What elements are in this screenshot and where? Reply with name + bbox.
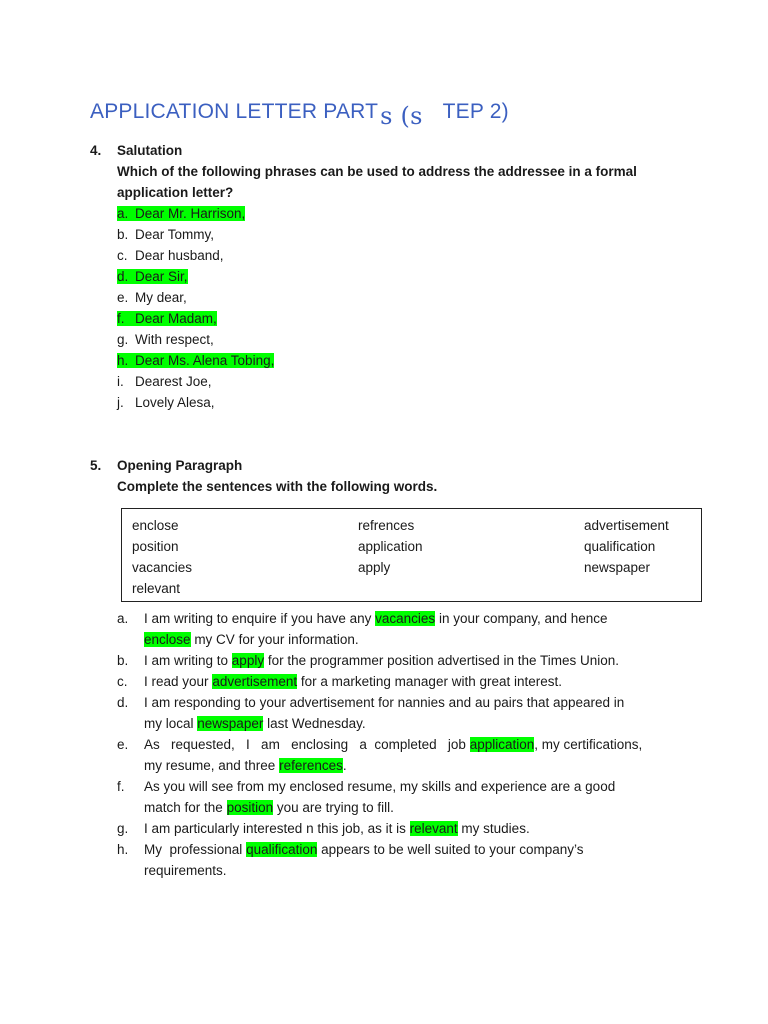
filled-word: newspaper bbox=[197, 716, 264, 731]
filled-word: apply bbox=[231, 653, 265, 668]
answer-f: f. As you will see from my enclosed resume, my skills and experience are a good match for the position you are trying to fill. bbox=[117, 779, 616, 815]
page-title bbox=[90, 96, 509, 130]
filled-word: references bbox=[279, 758, 343, 773]
option-h: h. Dear Ms. Alena Tobing, bbox=[117, 353, 275, 368]
answers-list bbox=[117, 608, 677, 881]
filled-word: qualification bbox=[246, 842, 318, 857]
options-list bbox=[117, 203, 717, 413]
answer-g: g. I am particularly interested n this job, as it is relevant my studies. bbox=[117, 821, 530, 836]
word: position bbox=[132, 539, 179, 554]
option-f: f. Dear Madam, bbox=[117, 311, 217, 326]
section-heading: Salutation bbox=[117, 143, 183, 158]
word: qualification bbox=[584, 539, 656, 554]
option-a: a. Dear Mr. Harrison, bbox=[117, 206, 246, 221]
word: vacancies bbox=[132, 560, 193, 575]
section-number: 5. bbox=[90, 458, 102, 473]
answer-h: h. My professional qualification appears to be well suited to your company’s requirements. bbox=[117, 842, 584, 878]
title-part-2: TEP 2) bbox=[442, 100, 509, 123]
filled-word: advertisement bbox=[212, 674, 298, 689]
word-bank bbox=[121, 508, 702, 602]
answer-b: b. I am writing to apply for the programmer position advertised in the Times Union. bbox=[117, 653, 620, 668]
option-i: i. Dearest Joe, bbox=[117, 374, 212, 389]
answer-e: e. As requested, I am enclosing a completed job application, my certifications, my resume, and three references. bbox=[117, 737, 643, 773]
section-instruction: Complete the sentences with the following words. bbox=[117, 479, 438, 494]
word: application bbox=[358, 539, 423, 554]
word: enclose bbox=[132, 518, 179, 533]
section-number: 4. bbox=[90, 143, 102, 158]
question-line-2: application letter? bbox=[117, 185, 234, 200]
answer-d: d. I am responding to your advertisement for nannies and au pairs that appeared in my local newspaper last Wednesday. bbox=[117, 695, 625, 731]
answer-c: c. I read your advertisement for a marketing manager with great interest. bbox=[117, 674, 562, 689]
filled-word: vacancies bbox=[375, 611, 436, 626]
title-part-1: APPLICATION LETTER PART bbox=[90, 100, 379, 123]
filled-word: application bbox=[469, 737, 535, 752]
option-j: j. Lovely Alesa, bbox=[117, 395, 215, 410]
filled-word: position bbox=[226, 800, 274, 815]
word: relevant bbox=[132, 581, 181, 596]
word-column-3 bbox=[584, 515, 669, 578]
option-b: b. Dear Tommy, bbox=[117, 227, 215, 242]
title-handwritten-mark: s (s bbox=[380, 102, 423, 130]
word: refrences bbox=[358, 518, 415, 533]
option-g: g. With respect, bbox=[117, 332, 214, 347]
question-line-1: Which of the following phrases can be used to address the addressee in a formal bbox=[117, 164, 637, 179]
section-heading: Opening Paragraph bbox=[117, 458, 243, 473]
word: newspaper bbox=[584, 560, 651, 575]
word: advertisement bbox=[584, 518, 669, 533]
word-column-1 bbox=[132, 515, 192, 599]
filled-word: relevant bbox=[409, 821, 458, 836]
option-e: e. My dear, bbox=[117, 290, 187, 305]
word: apply bbox=[358, 560, 391, 575]
answer-a: a. I am writing to enquire if you have any vacancies in your company, and hence enclose my CV for your information. bbox=[117, 611, 608, 647]
filled-word: enclose bbox=[144, 632, 191, 647]
option-c: c. Dear husband, bbox=[117, 248, 224, 263]
option-d: d. Dear Sir, bbox=[117, 269, 188, 284]
word-column-2 bbox=[358, 515, 423, 578]
